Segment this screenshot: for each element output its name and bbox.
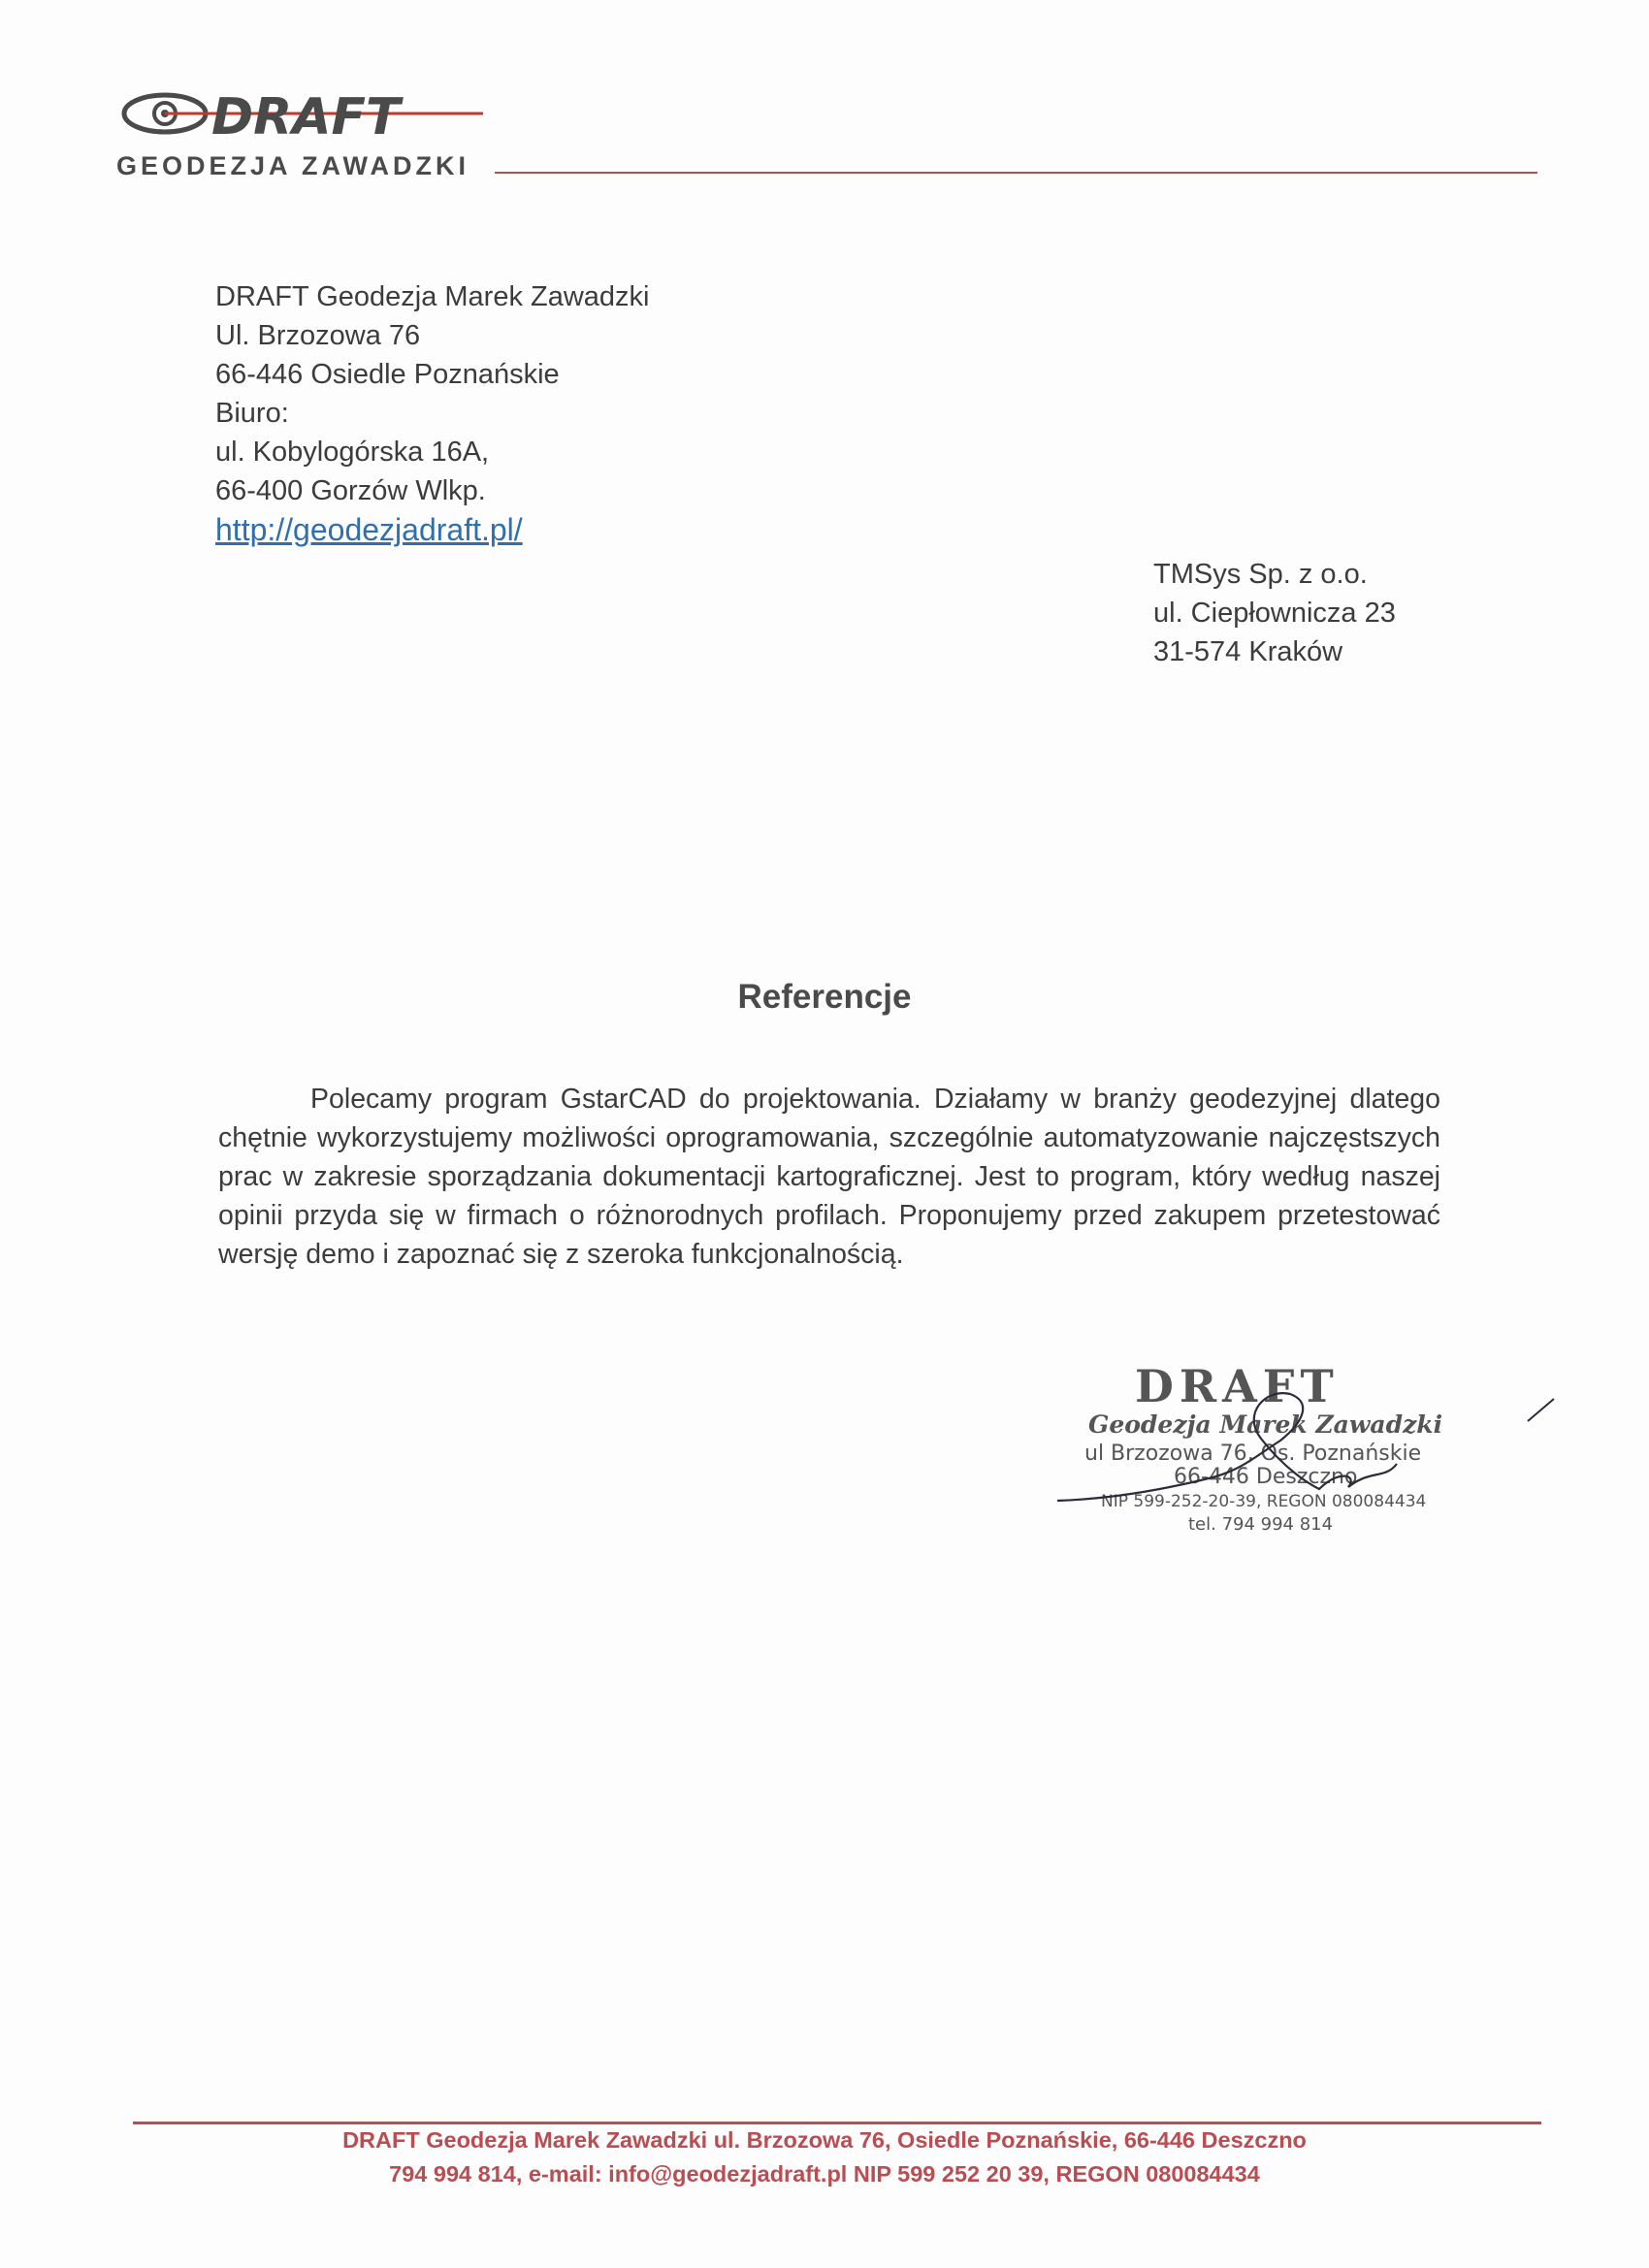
letter-body [218, 1080, 1440, 1274]
recipient-line: ul. Ciepłownicza 23 [1153, 598, 1396, 629]
logo-subtitle: GEODEZJA ZAWADZKI [116, 151, 470, 180]
sender-line: Ul. Brzozowa 76 [215, 320, 421, 351]
header-divider [495, 172, 1537, 174]
sender-line: Biuro: [215, 398, 289, 429]
signature-stroke [1528, 1399, 1554, 1421]
company-stamp [1057, 1363, 1600, 1567]
logo-text: DRAFT [211, 88, 401, 146]
sender-line: 66-446 Osiedle Poznańskie [215, 359, 560, 390]
recipient-line: TMSys Sp. z o.o. [1153, 559, 1368, 590]
sender-address [215, 277, 650, 549]
letter-title: Referencje [737, 978, 912, 1016]
stamp-line2: ul Brzozowa 76, Os. Poznańskie [1084, 1442, 1422, 1466]
letter-body-text: Polecamy program GstarCAD do projektowania. Działamy w branży geodezyjnej dlatego chętnie wykorzystujemy możliwości oprogramowania, szczególnie automatyzowanie najczęstszych prac w zakresie sporządzania dokumentacji kartograficznej. Jest to program, który według naszej opinii przyda się w firmach o różnorodnych profilach. Proponujemy przed zakupem przetestować wersję demo i zapoznać się z szeroka funkcjonalnością. [218, 1084, 1440, 1270]
sender-line: 66-400 Gorzów Wlkp. [215, 475, 486, 506]
footer-line: 794 994 814, e-mail: info@geodezjadraft.pl NIP 599 252 20 39, REGON 080084434 [389, 2161, 1260, 2187]
stamp-line1: Geodezja Marek Zawadzki [1088, 1410, 1443, 1439]
stamp-line5: tel. 794 994 814 [1188, 1514, 1334, 1535]
stamp-name: DRAFT [1135, 1363, 1340, 1412]
website-link[interactable]: http://geodezjadraft.pl/ [215, 512, 523, 547]
letter-footer [0, 2123, 1649, 2191]
recipient-address [1153, 555, 1396, 671]
stamp-line3: 66-446 Deszczno [1174, 1465, 1358, 1489]
sender-line: ul. Kobylogórska 16A, [215, 437, 490, 468]
footer-line: DRAFT Geodezja Marek Zawadzki ul. Brzozowa 76, Osiedle Poznańskie, 66-446 Deszczno [342, 2127, 1307, 2153]
stamp-line4: NIP 599-252-20-39, REGON 080084434 [1101, 1492, 1427, 1511]
sender-line: DRAFT Geodezja Marek Zawadzki [215, 281, 650, 312]
recipient-line: 31-574 Kraków [1153, 636, 1343, 667]
